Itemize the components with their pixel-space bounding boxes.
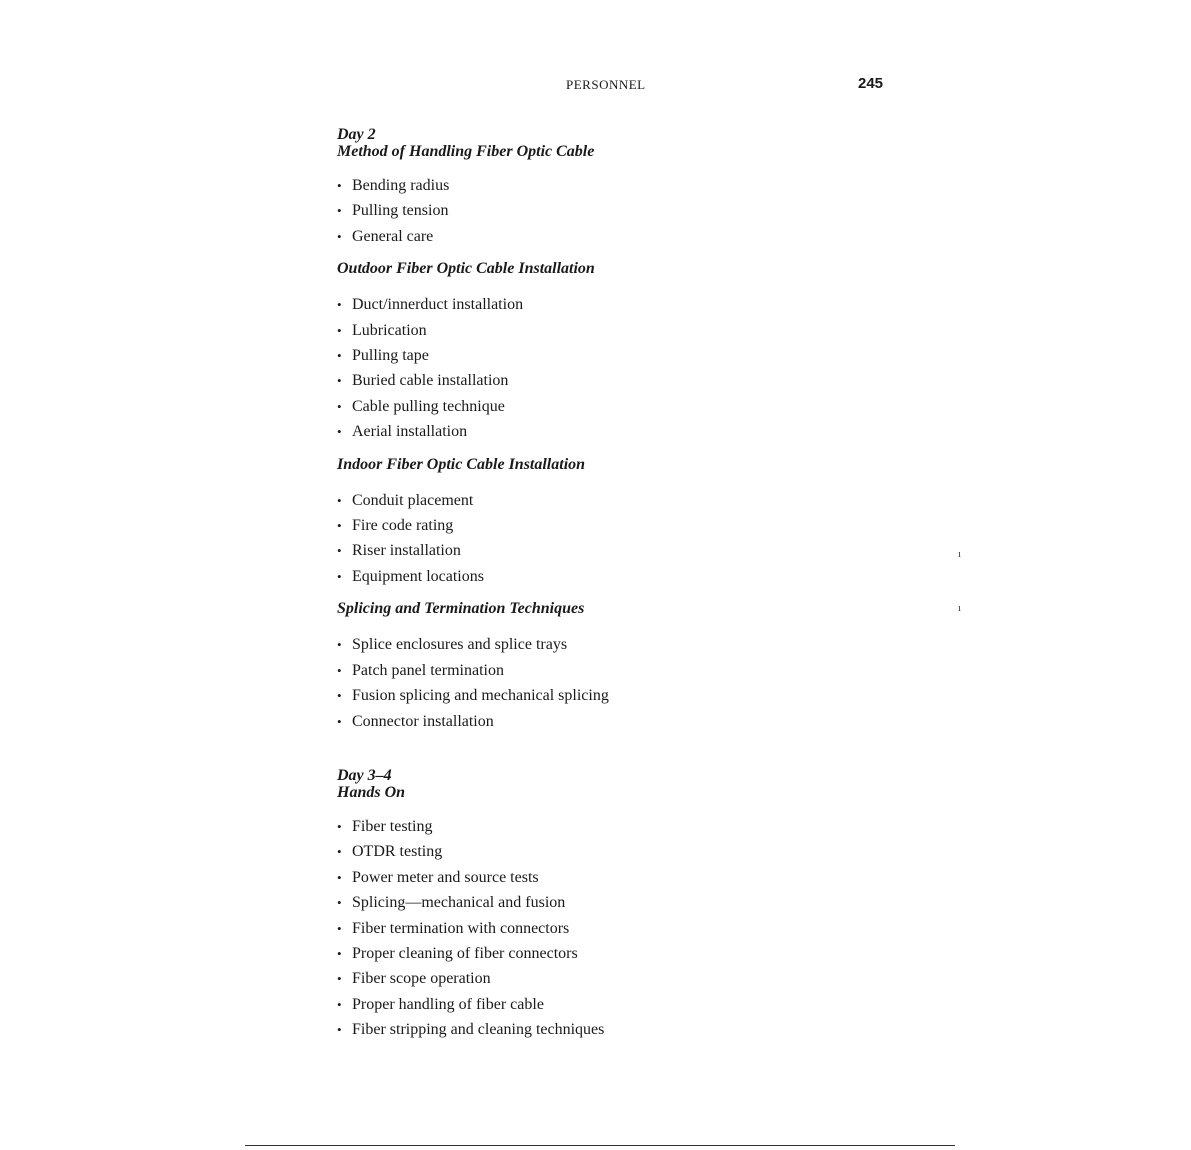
bullet-icon: • (337, 568, 342, 584)
list-item (337, 318, 897, 343)
list-item-text: Buried cable installation (352, 372, 509, 390)
bullet-icon: • (337, 945, 342, 961)
day-2-title: Day 2 (337, 126, 376, 143)
list-item-text: Riser installation (352, 542, 461, 560)
bullet-icon: • (337, 178, 342, 193)
list-item (337, 564, 897, 589)
section-heading-indoor: Indoor Fiber Optic Cable Installation (337, 455, 586, 473)
scan-speck-mark: ı (958, 602, 962, 614)
list-item-text: Splice enclosures and splice trays (352, 636, 568, 654)
scan-speck-mark: ı (958, 548, 962, 560)
section-heading-outdoor: Outdoor Fiber Optic Cable Installation (337, 260, 595, 278)
list-item-text: Patch panel termination (352, 661, 504, 679)
list-item (337, 865, 897, 890)
list-item-text: Pulling tension (352, 202, 449, 220)
list-item (337, 683, 897, 708)
list-item-text: Splicing—mechanical and fusion (352, 894, 566, 912)
list-item-text: Power meter and source tests (352, 868, 539, 886)
bullet-icon: • (337, 297, 342, 313)
bullet-icon: • (337, 203, 342, 219)
bullet-icon: • (337, 996, 342, 1012)
list-item-text: Pulling tape (352, 347, 429, 365)
list-item-text: Cable pulling technique (352, 397, 505, 415)
bullet-icon: • (337, 348, 342, 364)
list-item-text: Lubrication (352, 321, 427, 339)
list-item-text: Fiber stripping and cleaning techniques (352, 1021, 605, 1039)
list-item-text: Fiber termination with connectors (352, 919, 570, 937)
list-item (337, 513, 897, 538)
day-3-4-block (337, 767, 897, 1043)
list-item (337, 394, 897, 419)
day-2-block (337, 126, 897, 734)
list-item (337, 814, 897, 839)
list-item-text: Fiber scope operation (352, 970, 491, 988)
bullet-icon: • (337, 818, 342, 834)
list-item-text: Fusion splicing and mechanical splicing (352, 687, 609, 705)
list-item-text: Bending radius (352, 177, 450, 194)
list-item (337, 1017, 897, 1042)
list-item (337, 368, 897, 393)
list-item (337, 632, 897, 657)
indoor-list (337, 488, 897, 590)
list-item-text: Conduit placement (352, 491, 474, 509)
bullet-icon: • (337, 424, 342, 440)
bullet-icon: • (337, 492, 342, 508)
running-head: PERSONNEL (566, 77, 646, 92)
day-2-subtitle: Method of Handling Fiber Optic Cable (337, 143, 595, 160)
bullet-icon: • (337, 398, 342, 414)
list-item (337, 658, 897, 683)
list-item (337, 890, 897, 915)
bullet-icon: • (337, 228, 342, 244)
list-item (337, 941, 897, 966)
list-item-text: Fiber testing (352, 817, 433, 835)
bottom-rule (245, 1145, 955, 1146)
bullet-icon: • (337, 518, 342, 534)
day-3-4-title: Day 3–4 (337, 766, 392, 784)
section-heading-splicing: Splicing and Termination Techniques (337, 600, 585, 618)
page-number: 245 (858, 75, 884, 92)
list-item (337, 992, 897, 1017)
list-item (337, 173, 897, 198)
list-item (337, 538, 897, 563)
list-item (337, 419, 897, 444)
splicing-list (337, 632, 897, 734)
bullet-icon: • (337, 543, 342, 559)
bullet-icon: • (337, 637, 342, 653)
list-item (337, 292, 897, 317)
list-item-text: OTDR testing (352, 843, 443, 861)
handling-list (337, 173, 897, 249)
bullet-icon: • (337, 1022, 342, 1038)
bullet-icon: • (337, 895, 342, 911)
bullet-icon: • (337, 662, 342, 678)
list-item (337, 224, 897, 249)
list-item (337, 488, 897, 513)
hands-on-list (337, 814, 897, 1043)
list-item-text: Aerial installation (352, 423, 468, 441)
list-item (337, 966, 897, 991)
list-item-text: Equipment locations (352, 567, 484, 585)
bullet-icon: • (337, 713, 342, 729)
list-item-text: General care (352, 227, 434, 245)
day-3-4-subtitle: Hands On (337, 783, 406, 801)
list-item-text: Proper cleaning of fiber connectors (352, 944, 578, 962)
list-item (337, 709, 897, 734)
page-body (337, 126, 897, 1043)
list-item-text: Connector installation (352, 712, 494, 730)
list-item-text: Duct/innerduct installation (352, 296, 524, 314)
list-item-text: Proper handling of fiber cable (352, 995, 544, 1013)
list-item (337, 198, 897, 223)
bullet-icon: • (337, 844, 342, 860)
list-item (337, 839, 897, 864)
list-item (337, 916, 897, 941)
bullet-icon: • (337, 322, 342, 338)
bullet-icon: • (337, 688, 342, 704)
list-item (337, 343, 897, 368)
bullet-icon: • (337, 971, 342, 987)
list-item-text: Fire code rating (352, 517, 454, 535)
bullet-icon: • (337, 869, 342, 885)
outdoor-list (337, 292, 897, 444)
bullet-icon: • (337, 920, 342, 936)
bullet-icon: • (337, 373, 342, 389)
